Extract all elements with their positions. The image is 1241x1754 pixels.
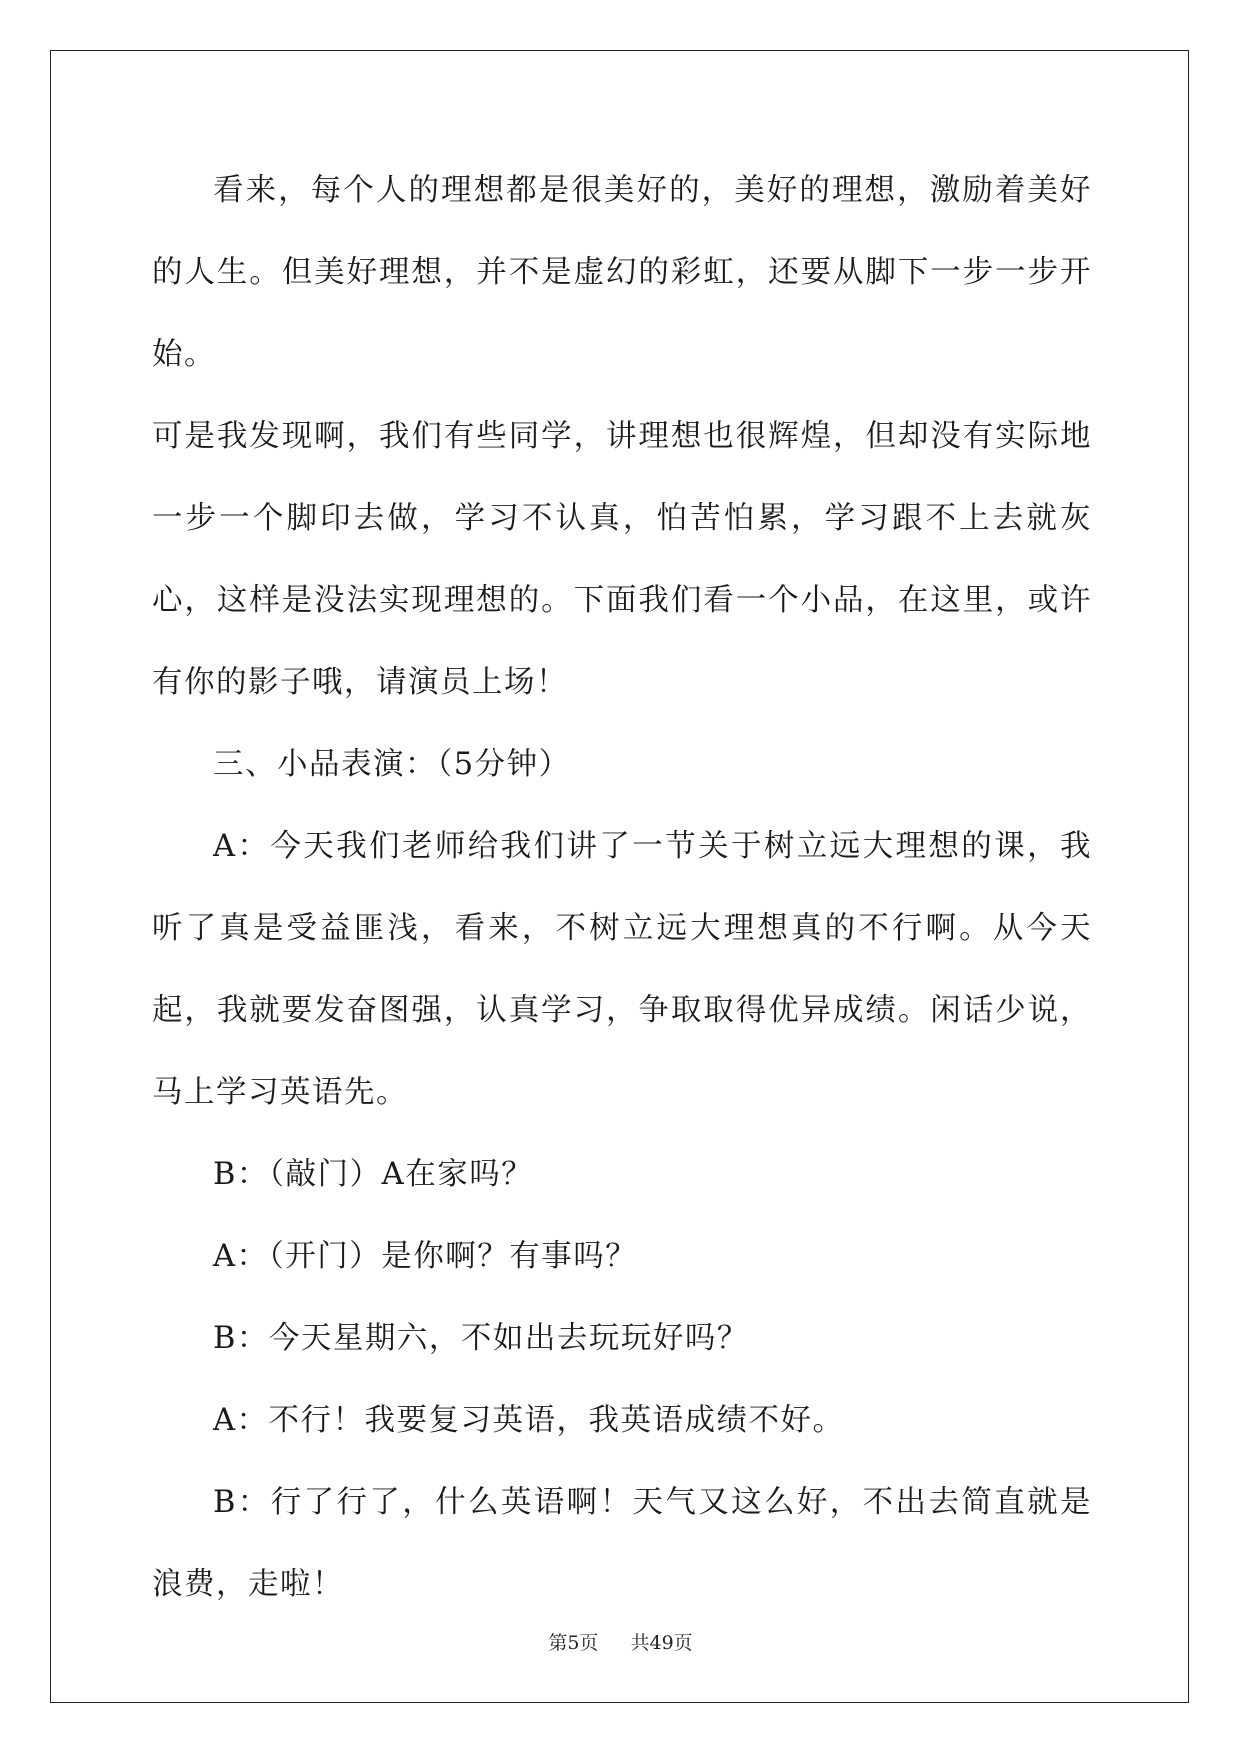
paragraph-1: 看来，每个人的理想都是很美好的，美好的理想，激励着美好的人生。但美好理想，并不是虚幻的彩虹，还要从脚下一步一步开始。 <box>152 173 1092 372</box>
total-pages: 共49页 <box>630 1632 693 1654</box>
dialogue-line-a-1: A：今天我们老师给我们讲了一节关于树立远大理想的课，我听了真是受益匪浅，看来，不树立远大理想真的不行啊。从今天起，我就要发奋图强，认真学习，争取取得优异成绩。闲话少说，马上学习英语先。 <box>152 829 1092 1110</box>
document-body <box>152 150 1092 1626</box>
dialogue-line-b-3: B：行了行了，什么英语啊！天气又这么好，不出去简直就是浪费，走啦！ <box>152 1485 1092 1602</box>
paragraph-2: 可是我发现啊，我们有些同学，讲理想也很辉煌，但却没有实际地一步一个脚印去做，学习不认真，怕苦怕累，学习跟不上去就灰心，这样是没法实现理想的。下面我们看一个小品，在这里，或许有你的影子哦，请演员上场！ <box>152 419 1092 700</box>
page-number: 第5页 <box>548 1632 599 1654</box>
dialogue-line-b-1: B：（敲门）A在家吗？ <box>213 1157 534 1192</box>
section-heading-sketch: 三、小品表演：（5分钟） <box>213 747 571 782</box>
dialogue-line-b-2: B：今天星期六，不如出去玩玩好吗？ <box>213 1321 749 1356</box>
page-footer <box>0 1628 1241 1655</box>
dialogue-line-a-3: A：不行！我要复习英语，我英语成绩不好。 <box>213 1403 845 1438</box>
dialogue-line-a-2: A：（开门）是你啊？有事吗？ <box>213 1239 638 1274</box>
